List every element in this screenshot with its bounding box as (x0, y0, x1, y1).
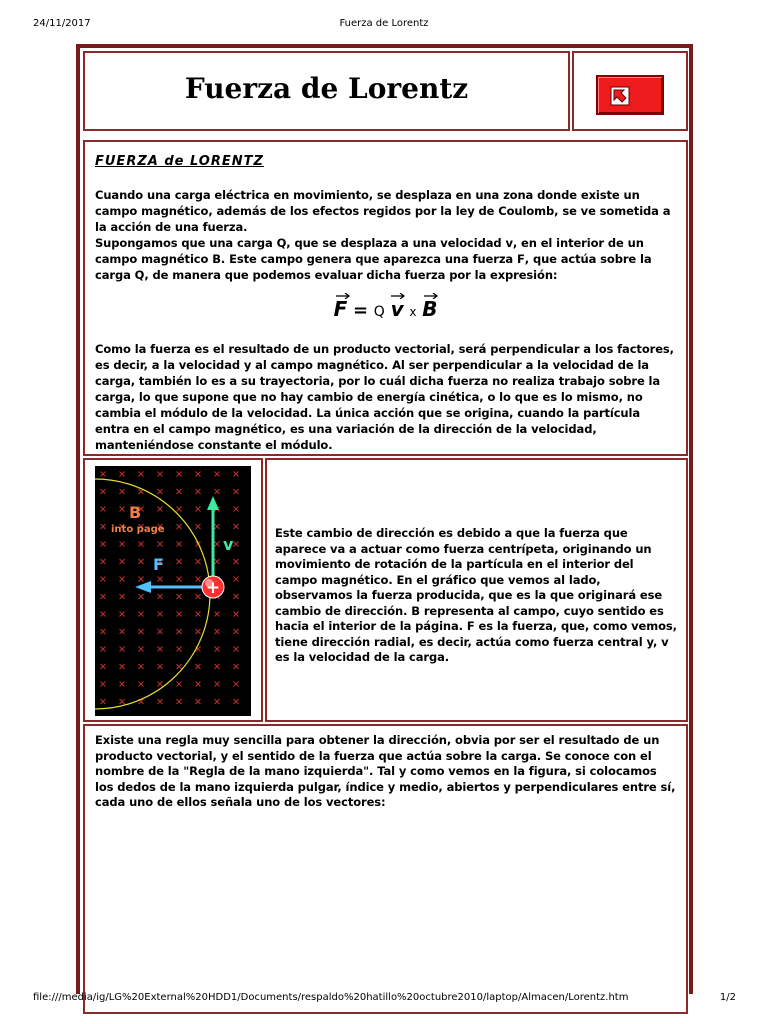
intro-paragraph-1: Cuando una carga eléctrica en movimiento, se desplaza en una zona donde existe un campo magnético, además de los efectos regidos por la ley de Coulomb, se ve sometida a la acción de una fuerza. (95, 188, 671, 234)
print-date: 24/11/2017 (33, 18, 91, 29)
formula-F: F (333, 297, 348, 321)
title-cell (83, 51, 570, 131)
formula-equals: = (352, 300, 369, 321)
formula-v: v (390, 297, 404, 321)
formula-Q: Q (373, 304, 385, 320)
print-header (0, 18, 768, 32)
lorentz-diagram (95, 466, 251, 716)
symbol-v: v (505, 236, 513, 250)
text-fragment: , en el interior de un campo magnético (95, 236, 644, 266)
formula-cross: x (409, 305, 417, 319)
description-paragraph: Este cambio de dirección es debido a que la fuerza que aparece va a actuar como fuerza centrípeta, originando un movimiento de rotación de la partícula en el interior del campo magnético. En el gráfico que vemos al lado, observamos la fuerza producida, que es la que originará ese cambio de dirección. B representa al campo, cuyo sentido es hacia el interior de la página. F es la fuerza, que, como vemos, tiene dirección radial, es decir, actúa como fuerza central y, v es la velocidad de la carga. (275, 526, 677, 664)
velocity-label: v (223, 535, 234, 554)
formula-B: B (422, 297, 438, 321)
vector-arrow-icon (336, 293, 350, 299)
field-label-B: B (129, 503, 142, 522)
print-page-number: 1/2 (719, 992, 736, 1003)
page-frame (76, 44, 693, 994)
intro-paragraph-3: Como la fuerza es el resultado de un producto vectorial, será perpendicular a los factores, es decir, a la velocidad y al campo magnético. Al ser perpendicular a la velocidad de la carga, también lo es a su trayectoria, por lo cuál dicha fuerza no realiza trabajo sobre la carga, lo que supone que no hay cambio de energía cinética, o lo que es lo mismo, no cambia el módulo de la velocidad. La única acción que se origina, cuando la partícula entra en el campo magnético, es una variación de la dirección de la velocidad, manteniéndose constante el módulo. (95, 342, 674, 452)
print-url: file:///media/ig/LG%20External%20HDD1/Documents/respaldo%20hatillo%20octubre2010/laptop/Almacen/Lorentz.htm (33, 992, 629, 1003)
field-label-into-page: into page (111, 524, 165, 535)
arrow-return-icon (610, 86, 630, 106)
symbol-B: B (212, 252, 221, 266)
vector-arrow-icon (391, 293, 405, 299)
button-cell (572, 51, 688, 131)
page-title: Fuerza de Lorentz (184, 72, 469, 105)
text-fragment: . Este campo genera que aparezca una fuerza (220, 252, 517, 266)
print-doc-title: Fuerza de Lorentz (339, 18, 429, 29)
intro-section (83, 140, 688, 456)
force-label: F (153, 555, 164, 574)
charge-sign: + (205, 578, 221, 598)
section-heading: FUERZA de LORENTZ (95, 154, 264, 169)
print-footer (0, 992, 768, 1006)
intro-paragraph-2 (95, 235, 676, 283)
description-cell (265, 458, 688, 722)
return-button[interactable] (596, 75, 664, 115)
rule-paragraph: Existe una regla muy sencilla para obtener la dirección, obvia por ser el resultado de un producto vectorial, y el sentido de la fuerza que actúa sobre la carga. Se conoce con el nombre de la "Regla de la mano izquierda". Tal y como vemos en la figura, si colocamos los dedos de la mano izquierda pulgar, índice y medio, abiertos y perpendiculares entre sí, cada uno de ellos señala uno de los vectores: (95, 733, 676, 809)
left-hand-rule-section (83, 724, 688, 1014)
text-fragment: Supongamos que una carga Q, que se desplaza a una velocidad (95, 236, 506, 250)
diagram-cell (83, 458, 263, 722)
text-fragment: , que actúa sobre la carga Q, de manera que podemos evaluar dicha fuerza por la expresión: (95, 252, 652, 282)
vector-arrow-icon (424, 293, 438, 299)
symbol-F: F (517, 252, 525, 266)
lorentz-formula (95, 297, 676, 325)
